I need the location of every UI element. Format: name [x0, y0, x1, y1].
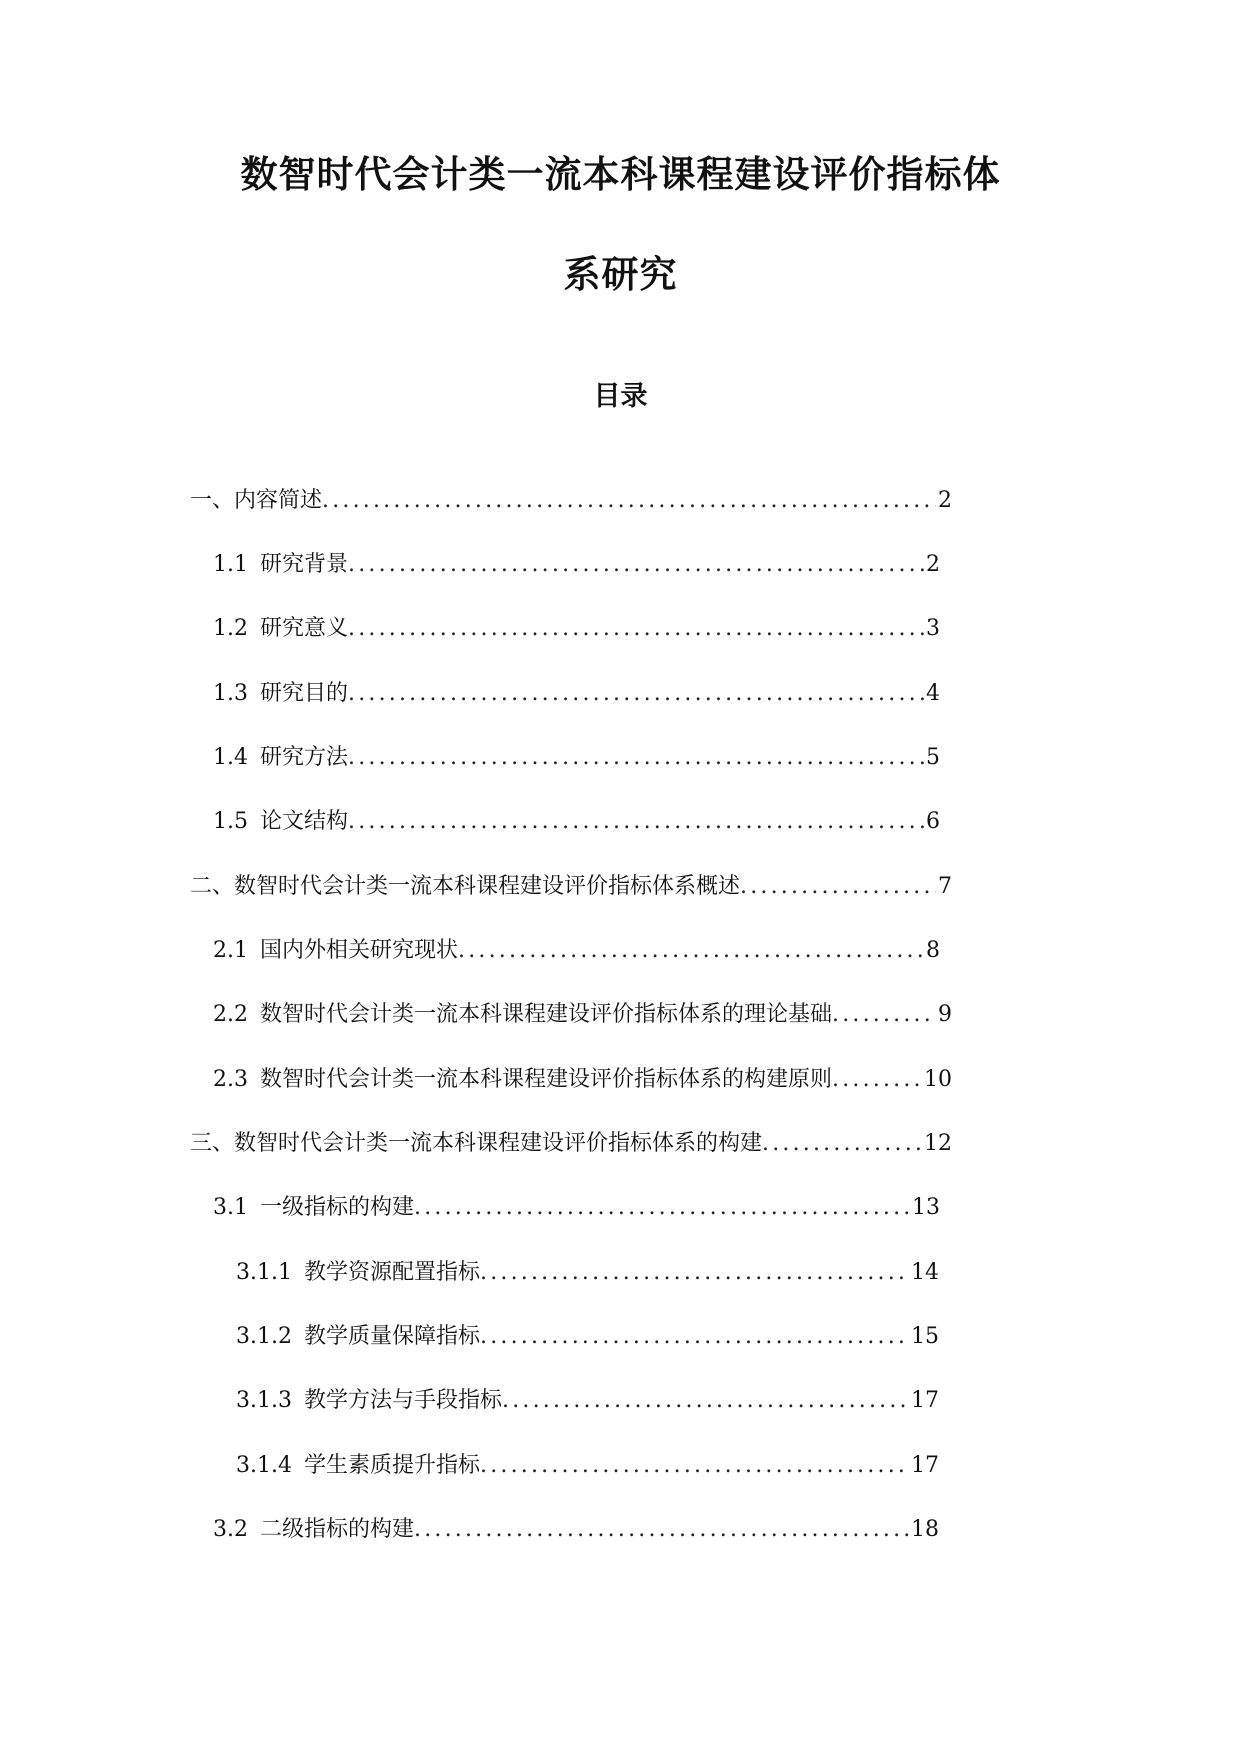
toc-leader-dots: [322, 486, 936, 516]
toc-entry-number: 2.3: [213, 1067, 248, 1092]
toc-entry-text: 一级指标的构建: [260, 1195, 415, 1220]
toc-entry-page: 17: [911, 1388, 939, 1413]
toc-entry[interactable]: [213, 1193, 940, 1223]
toc-entry-page: 2: [938, 488, 952, 513]
toc-leader-dots: [348, 614, 924, 644]
toc-entry-text: 教学方法与手段指标: [303, 1388, 502, 1413]
toc-leader-dots: [480, 1451, 909, 1481]
toc-entry[interactable]: [213, 679, 940, 709]
toc-leader-dots: [502, 1386, 909, 1416]
toc-entry-text: 研究方法: [260, 745, 349, 770]
toc-entry-page: 3: [926, 616, 940, 641]
toc-entry-number: 3.1.1: [236, 1260, 292, 1285]
toc-entry-text: 三、数智时代会计类一流本科课程建设评价指标体系的构建: [190, 1131, 763, 1156]
toc-entry-page: 12: [924, 1131, 952, 1156]
document-title-line-2: 系研究: [563, 252, 678, 296]
toc-entry-number: 1.1: [213, 552, 248, 577]
toc-entry-number: 3.1.3: [236, 1388, 292, 1413]
toc-entry-page: 4: [926, 681, 940, 706]
toc-entry-text: 教学资源配置指标: [303, 1260, 480, 1285]
toc-entry-text: 论文结构: [260, 809, 349, 834]
toc-entry[interactable]: [236, 1322, 939, 1352]
toc-entry[interactable]: [213, 936, 940, 966]
toc-leader-dots: [832, 1065, 922, 1095]
toc-entry[interactable]: [213, 1065, 952, 1095]
toc-entry-number: 2.1: [213, 938, 248, 963]
toc-leader-dots: [348, 550, 924, 580]
toc-entry[interactable]: [213, 743, 940, 773]
toc-entry-page: 14: [911, 1260, 939, 1285]
toc-entry-text: 研究背景: [260, 552, 349, 577]
toc-entry[interactable]: [213, 1000, 952, 1030]
toc-entry-text: 数智时代会计类一流本科课程建设评价指标体系的构建原则: [260, 1067, 833, 1092]
toc-entry-number: 1.2: [213, 616, 248, 641]
toc-entry-page: 5: [926, 745, 940, 770]
toc-entry-text: 二级指标的构建: [260, 1517, 415, 1542]
toc-leader-dots: [414, 1193, 910, 1223]
toc-entry[interactable]: [213, 614, 940, 644]
toc-entry[interactable]: [236, 1451, 939, 1481]
toc-entry-number: 2.2: [213, 1002, 248, 1027]
toc-entry-text: 学生素质提升指标: [303, 1453, 480, 1478]
toc-entry-page: 17: [911, 1453, 939, 1478]
toc-leader-dots: [348, 679, 924, 709]
toc-leader-dots: [480, 1322, 909, 1352]
toc-leader-dots: [740, 872, 936, 902]
toc-leader-dots: [762, 1129, 922, 1159]
toc-entry[interactable]: [190, 1129, 952, 1159]
toc-entry[interactable]: [213, 807, 940, 837]
toc-entry-text: 二、数智时代会计类一流本科课程建设评价指标体系概述: [190, 874, 741, 899]
toc-entry-page: 15: [911, 1324, 939, 1349]
toc-entry[interactable]: [190, 486, 952, 516]
toc-entry-number: 1.3: [213, 681, 248, 706]
toc-entry[interactable]: [213, 1515, 939, 1545]
toc-entry-text: 数智时代会计类一流本科课程建设评价指标体系的理论基础: [260, 1002, 833, 1027]
toc-leader-dots: [480, 1258, 909, 1288]
toc-heading: 目录: [593, 381, 648, 412]
toc-entry-number: 3.1.2: [236, 1324, 292, 1349]
toc-leader-dots: [832, 1000, 936, 1030]
toc-entry[interactable]: [236, 1386, 939, 1416]
toc-entry-number: 3.2: [213, 1517, 248, 1542]
toc-leader-dots: [414, 1515, 909, 1545]
toc-entry-page: 6: [926, 809, 940, 834]
toc-entry-page: 10: [924, 1067, 952, 1092]
toc-entry-text: 研究意义: [260, 616, 349, 641]
toc-entry-text: 教学质量保障指标: [303, 1324, 480, 1349]
toc-leader-dots: [348, 743, 924, 773]
document-title-line-1: 数智时代会计类一流本科课程建设评价指标体: [240, 152, 1001, 196]
toc-entry-number: 1.5: [213, 809, 248, 834]
toc-entry-number: 1.4: [213, 745, 248, 770]
toc-entry-text: 国内外相关研究现状: [260, 938, 459, 963]
toc-entry-text: 一、内容简述: [190, 488, 323, 513]
toc-leader-dots: [458, 936, 924, 966]
toc-entry-text: 研究目的: [260, 681, 349, 706]
toc-entry-page: 7: [938, 874, 952, 899]
toc-entry-number: 3.1.4: [236, 1453, 292, 1478]
toc-leader-dots: [348, 807, 924, 837]
toc-entry-page: 8: [926, 938, 940, 963]
toc-entry-page: 13: [912, 1195, 940, 1220]
toc-entry-page: 18: [911, 1517, 939, 1542]
toc-entry[interactable]: [236, 1258, 939, 1288]
toc-entry-page: 9: [938, 1002, 952, 1027]
toc-entry-page: 2: [926, 552, 940, 577]
toc-entry-number: 3.1: [213, 1195, 248, 1220]
toc-entry[interactable]: [190, 872, 952, 902]
toc-entry[interactable]: [213, 550, 940, 580]
